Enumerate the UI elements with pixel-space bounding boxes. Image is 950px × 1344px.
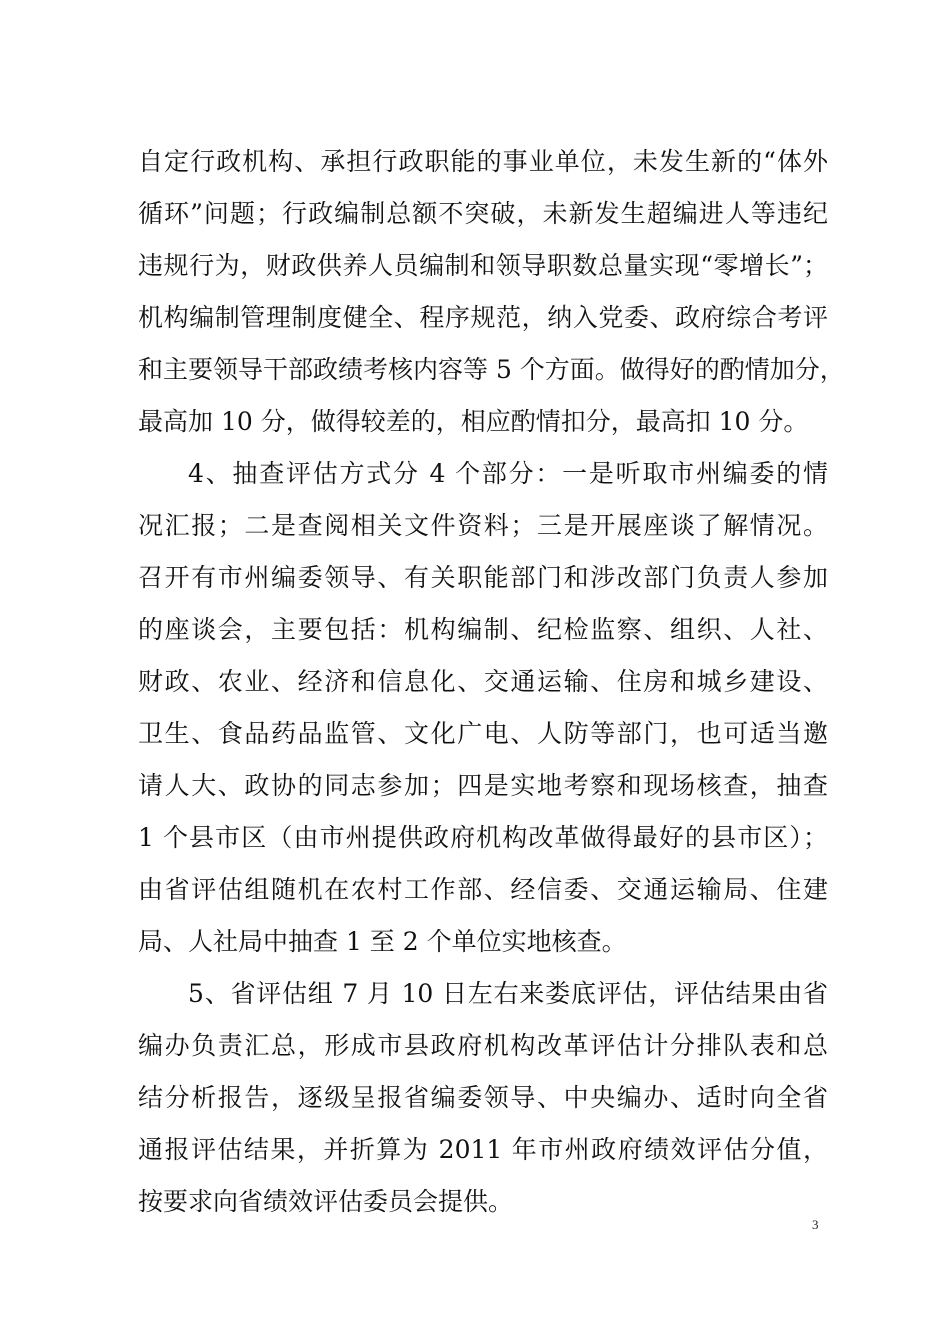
text-line: 编办负责汇总，形成市县政府机构改革评估计分排队表和总 <box>138 1031 828 1060</box>
text-line: 机构编制管理制度健全、程序规范，纳入党委、政府综合考评 <box>138 303 828 332</box>
text-line: 最高加 10 分，做得较差的，相应酌情扣分，最高扣 10 分。 <box>138 407 809 436</box>
page-number: 3 <box>812 1217 819 1232</box>
text-line: 的座谈会，主要包括：机构编制、纪检监察、组织、人社、 <box>138 615 828 644</box>
text-line: 自定行政机构、承担行政职能的事业单位，未发生新的“体外 <box>138 147 828 176</box>
text-line: 5、省评估组 7 月 10 日左右来娄底评估，评估结果由省 <box>188 979 828 1008</box>
text-line: 循环”问题；行政编制总额不突破，未新发生超编进人等违纪 <box>138 199 828 228</box>
text-line: 由省评估组随机在农村工作部、经信委、交通运输局、住建 <box>138 875 828 904</box>
text-line: 和主要领导干部政绩考核内容等 5 个方面。做得好的酌情加分， <box>138 355 845 384</box>
text-line: 财政、农业、经济和信息化、交通运输、住房和城乡建设、 <box>138 667 828 696</box>
text-line: 请人大、政协的同志参加；四是实地考察和现场核查，抽查 <box>138 771 828 800</box>
text-line: 4、抽查评估方式分 4 个部分：一是听取市州编委的情 <box>188 459 828 488</box>
text-line: 按要求向省绩效评估委员会提供。 <box>138 1187 514 1216</box>
text-line: 结分析报告，逐级呈报省编委领导、中央编办、适时向全省 <box>138 1083 828 1112</box>
text-line: 卫生、食品药品监管、文化广电、人防等部门，也可适当邀 <box>138 719 828 748</box>
text-line: 违规行为，财政供养人员编制和领导职数总量实现“零增长”； <box>138 251 828 280</box>
text-line: 1 个县市区（由市州提供政府机构改革做得最好的县市区）； <box>138 823 828 852</box>
text-line: 通报评估结果，并折算为 2011 年市州政府绩效评估分值， <box>138 1135 828 1164</box>
text-line: 召开有市州编委领导、有关职能部门和涉改部门负责人参加 <box>138 563 828 592</box>
text-line: 况汇报；二是查阅相关文件资料；三是开展座谈了解情况。 <box>138 511 828 540</box>
text-line: 局、人社局中抽查 1 至 2 个单位实地核查。 <box>138 927 627 956</box>
